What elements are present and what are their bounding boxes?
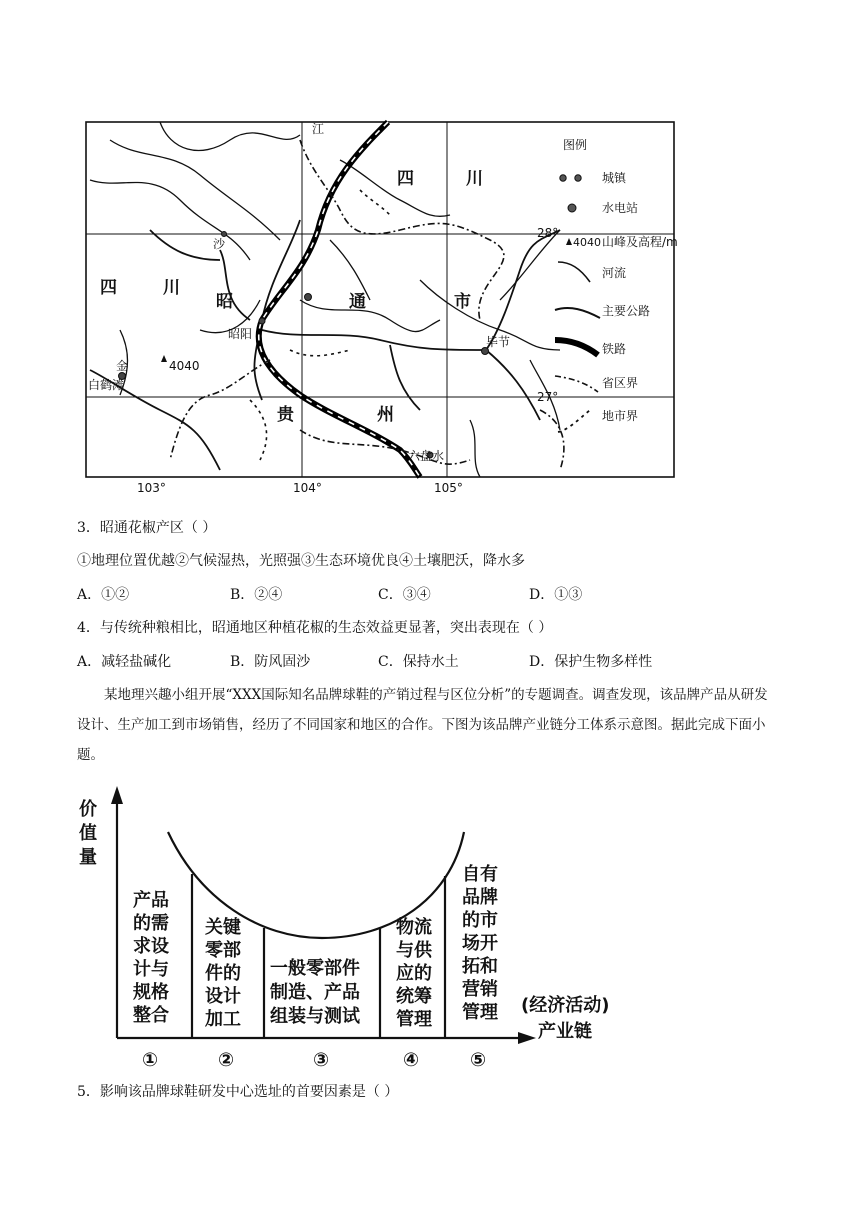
legend-label-railway: 铁路 <box>602 342 627 356</box>
svg-text:价: 价 <box>79 799 97 820</box>
label-zhaoyang: 昭阳 <box>228 327 253 341</box>
map-figure <box>0 0 860 500</box>
legend-label-hydropower: 水电站 <box>602 201 639 215</box>
legend-label-highway: 主要公路 <box>602 304 651 318</box>
label-lon105: 105° <box>434 481 463 495</box>
question-4-stem: 4．与传统种粮相比，昭通地区种植花椒的生态效益更显著，突出表现在（ ） <box>77 620 553 636</box>
label-jin: 金 <box>116 359 129 373</box>
svg-text:营销: 营销 <box>462 979 498 1000</box>
stage-5-text <box>461 863 499 1023</box>
y-axis-arrow <box>111 786 123 804</box>
legend-label-town: 城镇 <box>602 171 627 185</box>
svg-text:关键: 关键 <box>205 917 241 938</box>
label-zhaotong-2: 通 <box>349 292 366 312</box>
stage-5-number: ⑤ <box>470 1049 487 1071</box>
svg-text:的市: 的市 <box>462 910 498 931</box>
svg-text:的需: 的需 <box>133 913 169 934</box>
label-sichuan-ne-1: 四 <box>397 169 414 189</box>
label-lat28: 28° <box>537 226 559 240</box>
smile-curve-diagram <box>0 780 860 1080</box>
label-zhaotong-1: 昭 <box>216 292 233 312</box>
legend-label-city: 地市界 <box>602 409 639 423</box>
label-jiang: 江 <box>312 122 325 136</box>
q4-option-d[interactable]: D．保护生物多样性 <box>529 654 653 670</box>
q4-option-a[interactable]: A．减轻盐碱化 <box>77 654 172 670</box>
q3-option-a[interactable]: A．①② <box>77 587 130 603</box>
q4-option-c[interactable]: C．保持水土 <box>378 654 459 670</box>
zhaotong-map <box>0 0 860 500</box>
stage-3-number: ③ <box>313 1049 330 1071</box>
smile-curve-figure <box>0 780 860 1080</box>
label-liupanshui: 六盘水 <box>408 449 445 463</box>
svg-text:组装与测试: 组装与测试 <box>270 1006 360 1027</box>
peak-icon <box>161 355 167 362</box>
label-sichuan-w-2: 川 <box>163 278 180 298</box>
svg-text:值: 值 <box>79 823 97 844</box>
label-baihetan: 白鹤滩 <box>88 378 125 392</box>
province-border-icon <box>555 376 598 392</box>
svg-text:统筹: 统筹 <box>396 986 432 1007</box>
stage-1-number: ① <box>142 1049 159 1071</box>
highway-icon <box>555 308 600 318</box>
svg-text:求设: 求设 <box>133 936 169 957</box>
label-lon103: 103° <box>137 481 166 495</box>
hydropower-icon <box>568 204 576 212</box>
stage-2-text <box>205 916 241 1030</box>
x-axis-label-2: 产业链 <box>538 1021 592 1042</box>
question-5-stem: 5．影响该品牌球鞋研发中心选址的首要因素是（ ） <box>77 1084 399 1100</box>
svg-text:一般零部件: 一般零部件 <box>270 958 360 979</box>
svg-text:规格: 规格 <box>133 982 169 1003</box>
legend-icons <box>555 175 600 432</box>
svg-text:加工: 加工 <box>205 1009 241 1030</box>
svg-text:产品: 产品 <box>133 890 169 911</box>
svg-text:场开: 场开 <box>462 933 498 954</box>
stage-4-number: ④ <box>403 1049 420 1071</box>
svg-text:物流: 物流 <box>396 917 432 938</box>
stage-4-text <box>396 916 433 1030</box>
x-axis-arrow <box>518 1032 536 1044</box>
question-3-stem: 3．昭通花椒产区（ ） <box>77 520 217 536</box>
question-3-statements: ①地理位置优越②气候湿热，光照强③生态环境优良④土壤肥沃，降水多 <box>77 553 525 569</box>
label-guizhou-1: 贵 <box>277 405 294 425</box>
svg-text:拓和: 拓和 <box>462 956 498 977</box>
svg-text:自有: 自有 <box>462 864 498 885</box>
svg-text:品牌: 品牌 <box>462 887 498 908</box>
label-lat27: 27° <box>537 390 559 404</box>
label-bijie: 毕节 <box>486 335 511 349</box>
svg-text:量: 量 <box>79 847 97 868</box>
stage-3-text <box>270 957 361 1027</box>
svg-text:应的: 应的 <box>396 963 432 984</box>
passage-text: 某地理兴趣小组开展“XXX国际知名品牌球鞋的产销过程与区位分析”的专题调查。调查发现，该品牌产品从研发设计、生产加工到市场销售，经历了不同国家和地区的合作。下图为该品牌产业链分工体系示意图。据此完成下面小题。 <box>77 687 768 763</box>
x-axis-label-1: (经济活动) <box>521 995 610 1016</box>
svg-text:件的: 件的 <box>205 963 241 984</box>
legend-peak-prefix: 4040 <box>573 236 601 249</box>
svg-text:整合: 整合 <box>133 1005 169 1026</box>
q3-option-d[interactable]: D．①③ <box>529 587 583 603</box>
y-axis-label <box>78 798 97 868</box>
svg-text:与供: 与供 <box>396 940 432 961</box>
svg-text:零部: 零部 <box>205 940 241 961</box>
label-sichuan-w-1: 四 <box>100 278 117 298</box>
label-guizhou-2: 州 <box>377 405 394 425</box>
q3-option-c[interactable]: C．③④ <box>378 587 431 603</box>
q3-option-b[interactable]: B．②④ <box>230 587 283 603</box>
label-sichuan-ne-2: 川 <box>466 169 483 189</box>
legend-label-province: 省区界 <box>602 376 639 390</box>
svg-text:制造、产品: 制造、产品 <box>270 982 360 1003</box>
label-sha: 沙 <box>213 237 226 251</box>
stage-numbers <box>142 1049 486 1071</box>
label-zhaotong-3: 市 <box>454 292 471 312</box>
svg-text:设计: 设计 <box>205 986 241 1007</box>
city-border-icon <box>558 410 590 432</box>
river-icon <box>558 262 590 282</box>
legend-label-peak: 山峰及高程/m <box>602 235 678 249</box>
label-lon104: 104° <box>293 481 322 495</box>
q4-option-b[interactable]: B．防风固沙 <box>230 654 311 670</box>
town-icon <box>560 175 566 181</box>
svg-text:计与: 计与 <box>133 959 169 980</box>
label-peak-elev: 4040 <box>169 359 200 373</box>
rivers <box>90 122 560 477</box>
svg-text:管理: 管理 <box>396 1009 432 1030</box>
legend-title: 图例 <box>563 138 588 152</box>
legend-label-river: 河流 <box>602 266 627 280</box>
stage-2-number: ② <box>218 1049 235 1071</box>
svg-text:管理: 管理 <box>462 1002 498 1023</box>
railway-icon <box>555 340 598 355</box>
stage-1-text <box>132 889 169 1026</box>
